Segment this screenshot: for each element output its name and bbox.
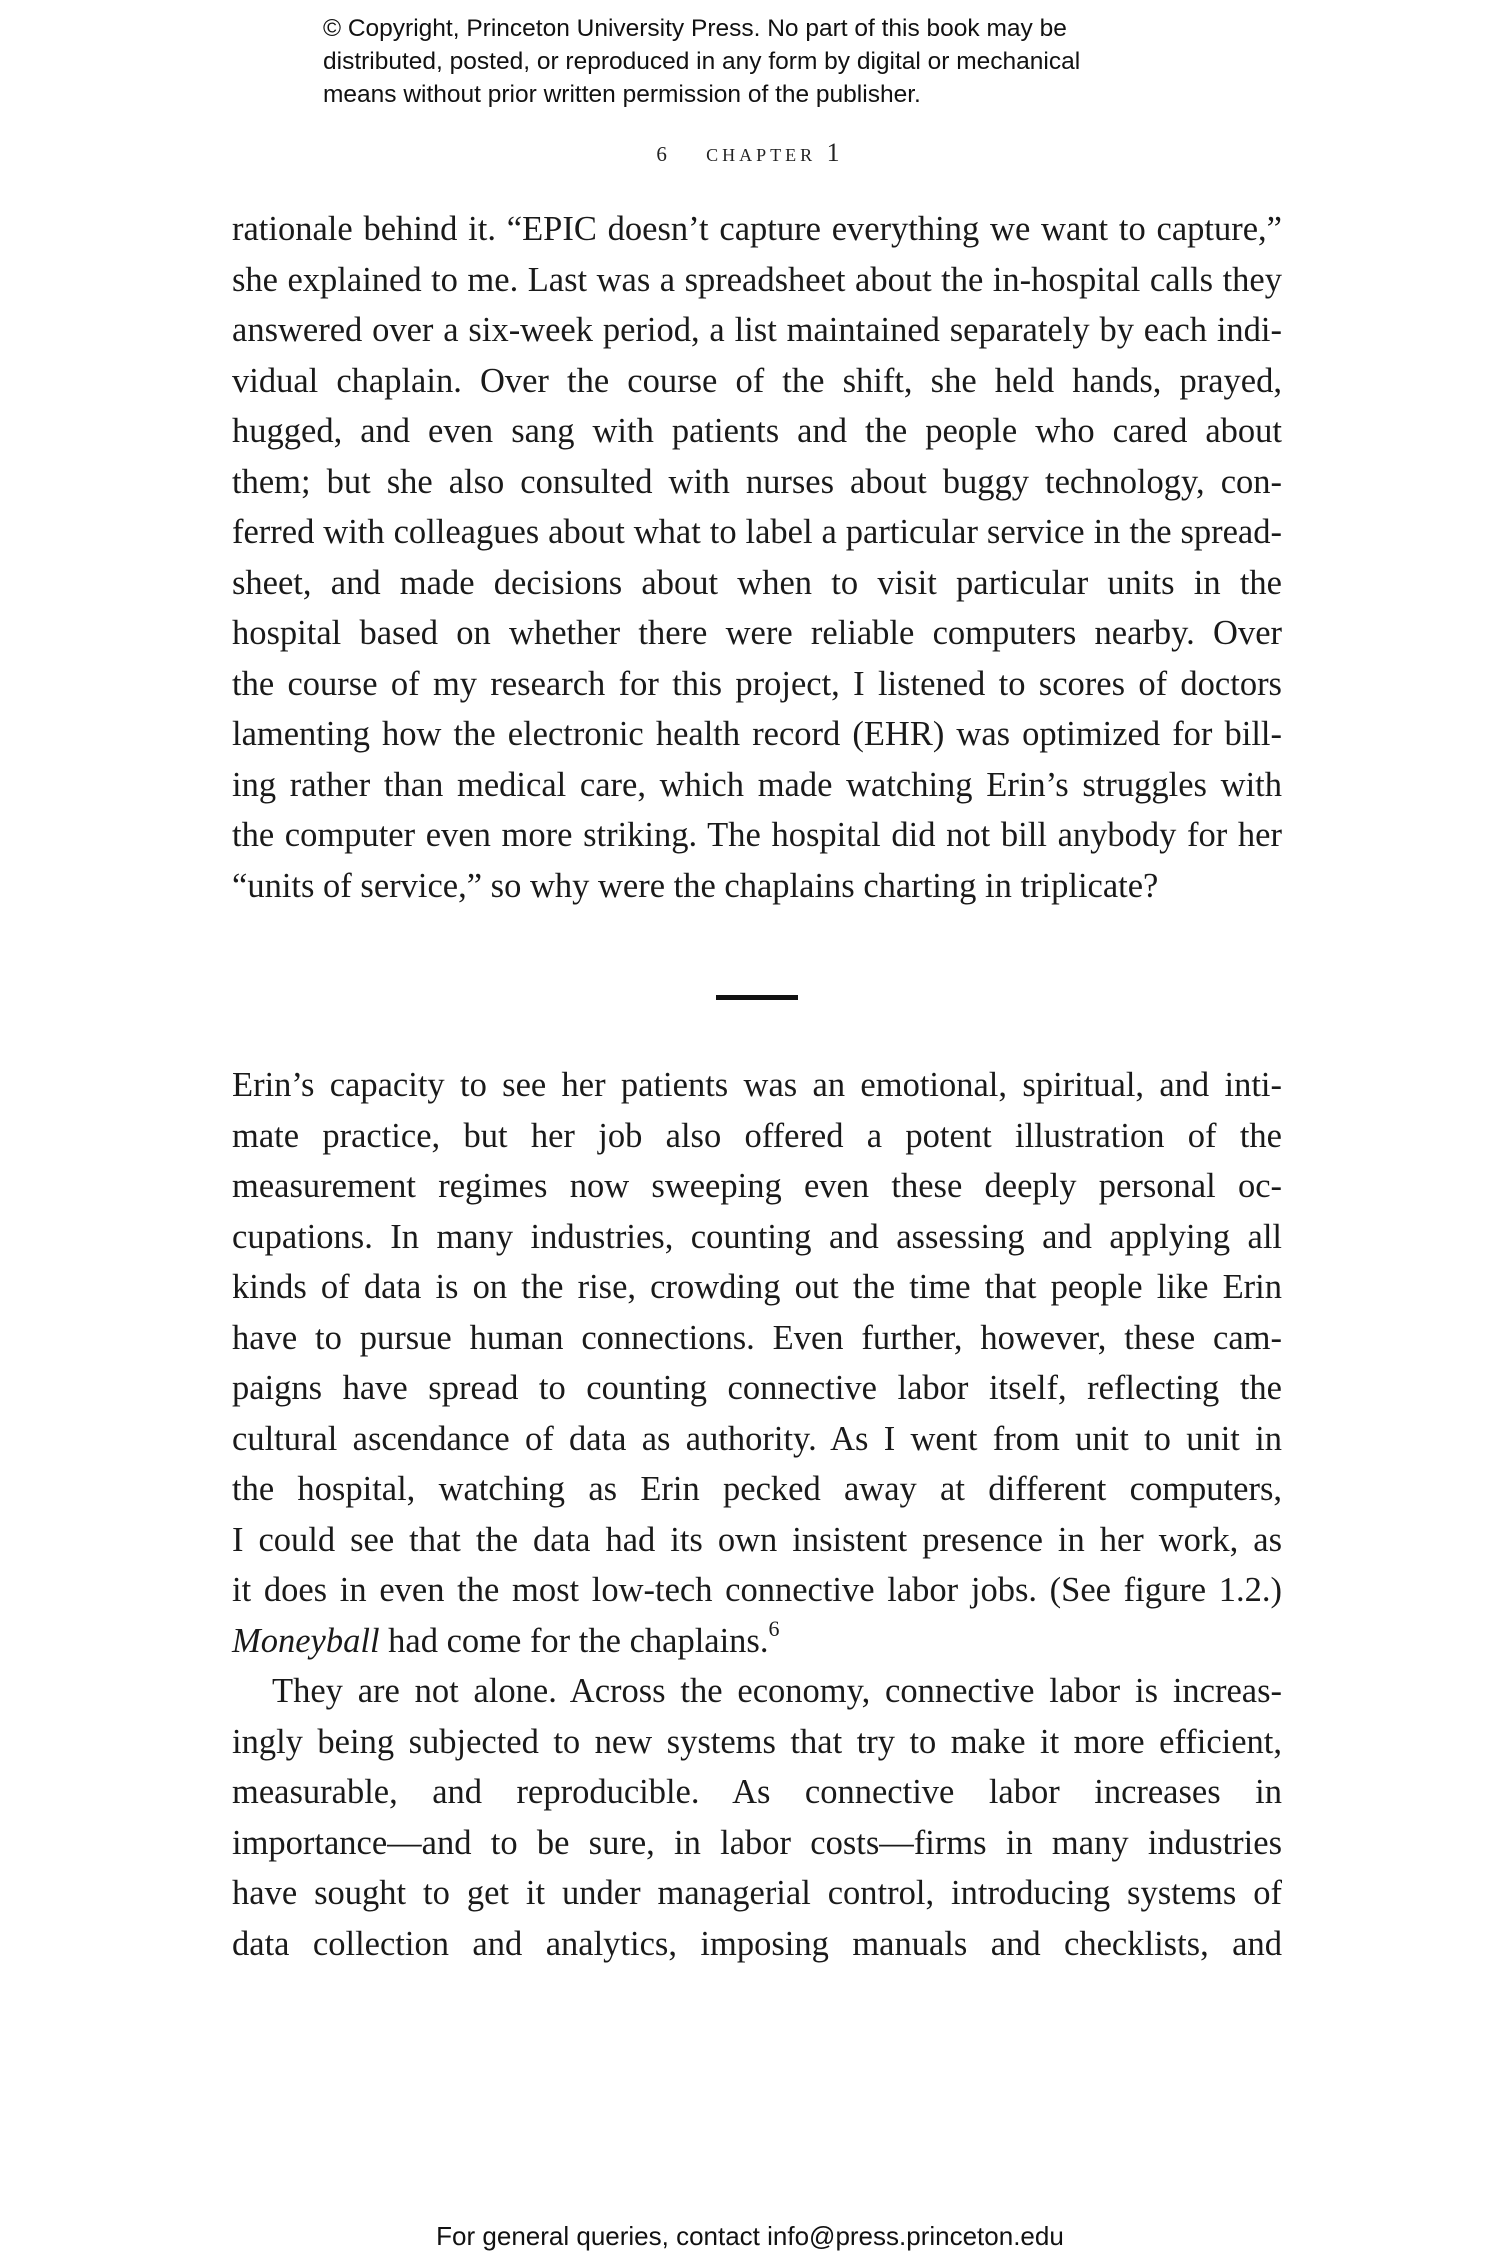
text-line: she explained to me. Last was a spreadsheet about the in-hospital calls they [232, 260, 1282, 299]
text-line: ingly being subjected to new systems that try to make it more efficient, [232, 1722, 1282, 1761]
text-fragment: had come for the chaplains. [379, 1621, 769, 1660]
text-line: mate practice, but her job also offered a potent illustration of the [232, 1116, 1282, 1155]
book-title-italic: Moneyball [232, 1621, 380, 1660]
text-line: “units of service,” so why were the chaplains charting in triplicate? [232, 866, 1159, 905]
text-line: them; but she also consulted with nurses about buggy technology, con- [232, 462, 1282, 501]
text-line: the computer even more striking. The hospital did not bill anybody for her [232, 816, 1282, 854]
chapter-label: chapter 1 [706, 138, 844, 167]
copyright-line: © Copyright, Princeton University Press. No part of this book may be [323, 15, 1067, 42]
text-line: have to pursue human connections. Even further, however, these cam- [232, 1318, 1282, 1357]
text-line: Erin’s capacity to see her patients was an emotional, spiritual, and inti- [232, 1066, 1282, 1104]
text-line: ferred with colleagues about what to label a particular service in the spread- [232, 513, 1282, 551]
section-break-rule [716, 995, 798, 1000]
paragraph-section-start [232, 1060, 1282, 1969]
text-line: rationale behind it. “EPIC doesn’t capture everything we want to capture,” [232, 210, 1282, 248]
text-line: vidual chaplain. Over the course of the shift, she held hands, prayed, [232, 361, 1282, 400]
copyright-line: means without prior written permission of the publisher. [323, 81, 921, 108]
page-number: 6 [656, 142, 667, 166]
text-line: the hospital, watching as Erin pecked away at different computers, [232, 1470, 1282, 1508]
text-line: measurement regimes now sweeping even these deeply personal oc- [232, 1167, 1282, 1205]
text-line: answered over a six-week period, a list maintained separately by each indi- [232, 311, 1282, 349]
text-line: I could see that the data had its own insistent presence in her work, as [232, 1520, 1282, 1559]
copyright-notice [323, 12, 1223, 111]
text-line: kinds of data is on the rise, crowding out the time that people like Erin [232, 1268, 1282, 1306]
text-line: measurable, and reproducible. As connective labor increases in [232, 1773, 1282, 1811]
text-line: hugged, and even sang with patients and the people who cared about [232, 412, 1282, 450]
text-line: cultural ascendance of data as authority. As I went from unit to unit in [232, 1419, 1282, 1458]
text-line: it does in even the most low-tech connective labor jobs. (See figure 1.2.) [232, 1571, 1282, 1609]
running-head [0, 138, 1500, 168]
copyright-line: distributed, posted, or reproduced in any form by digital or mechanical [323, 48, 1081, 75]
text-line: lamenting how the electronic health record (EHR) was optimized for bill- [232, 715, 1282, 753]
text-line: hospital based on whether there were reliable computers nearby. Over [232, 614, 1282, 652]
footnote-marker: 6 [768, 1615, 780, 1641]
text-line: data collection and analytics, imposing manuals and checklists, and [232, 1924, 1282, 1963]
paragraph-continued [232, 204, 1282, 911]
text-line: the course of my research for this project, I listened to scores of doctors [232, 664, 1282, 703]
text-line: importance—and to be sure, in labor costs—firms in many industries [232, 1823, 1282, 1862]
text-line: ing rather than medical care, which made watching Erin’s struggles with [232, 765, 1282, 804]
text-line: sheet, and made decisions about when to visit particular units in the [232, 563, 1282, 602]
text-line: paigns have spread to counting connective labor itself, reflecting the [232, 1369, 1282, 1407]
text-line: They are not alone. Across the economy, connective labor is increas- [272, 1672, 1282, 1710]
text-line: cupations. In many industries, counting and assessing and applying all [232, 1217, 1282, 1256]
text-line [232, 1616, 1282, 1667]
footer-contact: For general queries, contact info@press.princeton.edu [436, 2221, 1064, 2251]
text-line: have sought to get it under managerial control, introducing systems of [232, 1874, 1282, 1912]
